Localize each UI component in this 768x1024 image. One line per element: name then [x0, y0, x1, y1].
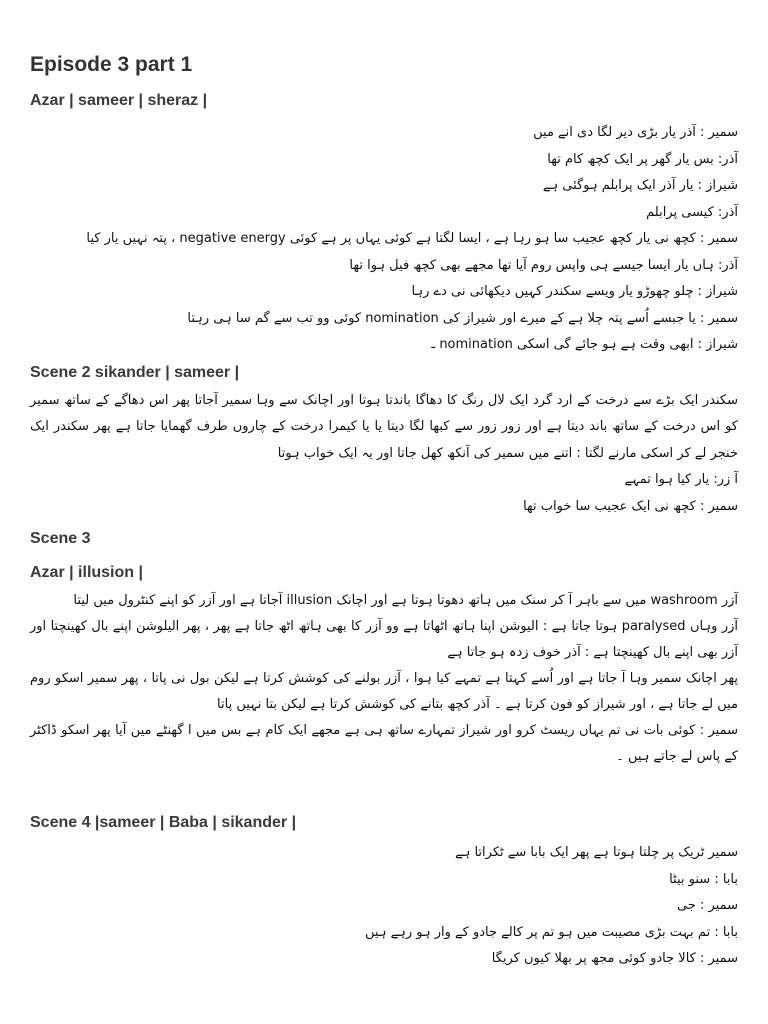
scene-paragraph: سمیر : کوئی بات نی تم یہاں ریسٹ کرو اور شیراز تمہارے ساتھ ہی ہے مجھے ایک کام ہے بس میں ا گھنٹے میں آیا پھر اسکو ڈاکٹر کے پاس لے جاتے ہیں ۔: [30, 723, 738, 764]
dialogue-line: سمیر : جی: [676, 898, 738, 913]
dialogue-line: بابا : تم بہت بڑی مصیبت میں ہو تم پر کالے جادو کے وار ہو رہے ہیں: [365, 924, 738, 940]
dialogue-line: آذر: کیسی پرابلم: [646, 204, 738, 220]
scene3-heading: Scene 3: [30, 530, 91, 547]
scene3-cast: Azar | illusion |: [30, 564, 143, 581]
scene4-dialogue: [30, 840, 738, 973]
scene4-heading: Scene 4 |sameer | Baba | sikander |: [30, 814, 297, 831]
dialogue-line: سمیر : کچھ نی ایک عجیب سا خواب تھا: [523, 498, 738, 514]
dialogue-line: سمیر : یا جبسے اُسے پتہ چلا ہے کے میرے اور شیراز کی nomination کوئی وو تب سے گم سا ہی رہتا: [187, 310, 738, 326]
scene2-body: [30, 388, 738, 521]
dialogue-line: سمیر : کالا جادو کوئی مجھ پر بھلا کیوں کریگا: [491, 951, 738, 966]
dialogue-line: آذر: ہاں یار ایسا جیسے ہی واپس روم آیا تھا مجھے بھی کچھ فیل ہوا تھا: [349, 257, 738, 273]
scene1-dialogue: [30, 120, 738, 359]
scene-paragraph: پھر اچانک سمیر وہا آ جاتا ہے اور اُسے کہتا ہے تمہے کیا ہوا ، آزر بولنے کی کوشش کرتا ہے لیکن بول نی پاتا ، پھر سمیر اسکو روم میں لے جاتا ہے ، اور شیراز کو فون کرتا ہے ۔ آذر کچھ بتانے کی کوشش کرتا ہے لیکن بتا نہیں پاتا: [30, 671, 738, 712]
dialogue-line: شیراز : یار آذر ایک پرابلم ہوگئی ہے: [542, 178, 738, 193]
cast-line: Azar | sameer | sheraz |: [30, 92, 208, 109]
scene-paragraph: آزر washroom میں سے باہر آ کر سنک میں ہاتھ دھوتا ہوتا ہے اور اچانک illusion آجاتا ہے اور آزر کو اپنے کنٹرول میں لیتا: [73, 593, 738, 608]
scene-paragraph: آزر وہاں paralysed ہوتا جاتا ہے : الیوشن اپنا ہاتھ اٹھاتا ہے وو آزر کا بھی ہاتھ اٹھ جاتا ہے پھر ، پھر الیلوشن اپنے بال کھینچتا اور آزر بھی اپنے بال کھینچتا ہے : آذر خوف زدہ ہو جاتا ہے: [30, 619, 738, 660]
dialogue-line: شیراز : ابھی وقت ہے ہو جائے گی اسکی nomination ـ: [431, 337, 738, 352]
scene2-heading: Scene 2 sikander | sameer |: [30, 363, 240, 381]
dialogue-line: سمیر : کچھ نی یار کچھ عجیب سا ہو رہا ہے ، ایسا لگتا ہے کوئی یہاں پر ہے کوئی negative energy ، پتہ نہیں یار کیا: [86, 231, 738, 246]
dialogue-line: آ زر: یار کیا ہوا تمہے: [624, 472, 738, 487]
dialogue-line: آذر: بس یار گھر پر ایک کچھ کام تھا: [547, 151, 738, 167]
episode-title: Episode 3 part 1: [30, 53, 193, 76]
dialogue-line: شیراز : چلو چھوڑو یار ویسے سکندر کہیں دیکھائی نی دے رہا: [411, 284, 738, 299]
dialogue-line: سمیر : آذر یار بڑی دیر لگا دی انے میں: [533, 125, 738, 140]
scene-paragraph: سمیر ٹریک پر چلتا ہوتا ہے پھر ایک بابا سے ٹکراتا ہے: [455, 845, 738, 860]
dialogue-line: بابا : سنو بیٹا: [669, 871, 738, 887]
scene-paragraph: سکندر ایک بڑے سے درخت کے ارد گرد ایک لال رنگ کا دھاگا باندتا ہوتا اور اچانک سے وہا سمیر آجاتا پھر اس دھاگے کے ساتھ سمیر کو اس درخت کے ساتھ باند دیتا ہے اور زور زور سے کبھا لگا دیتا یا یا کیمرا درخت کے چاروں طرف گھمایا جاتا ہے پھر سکندر ایک خنجر لے کر اسکی مارنے لگتا : اتنے میں سمیر کی آنکھ کھل جاتا اور یہ ایک خواب ہوتا: [30, 392, 738, 461]
scene3-body: [30, 588, 738, 770]
